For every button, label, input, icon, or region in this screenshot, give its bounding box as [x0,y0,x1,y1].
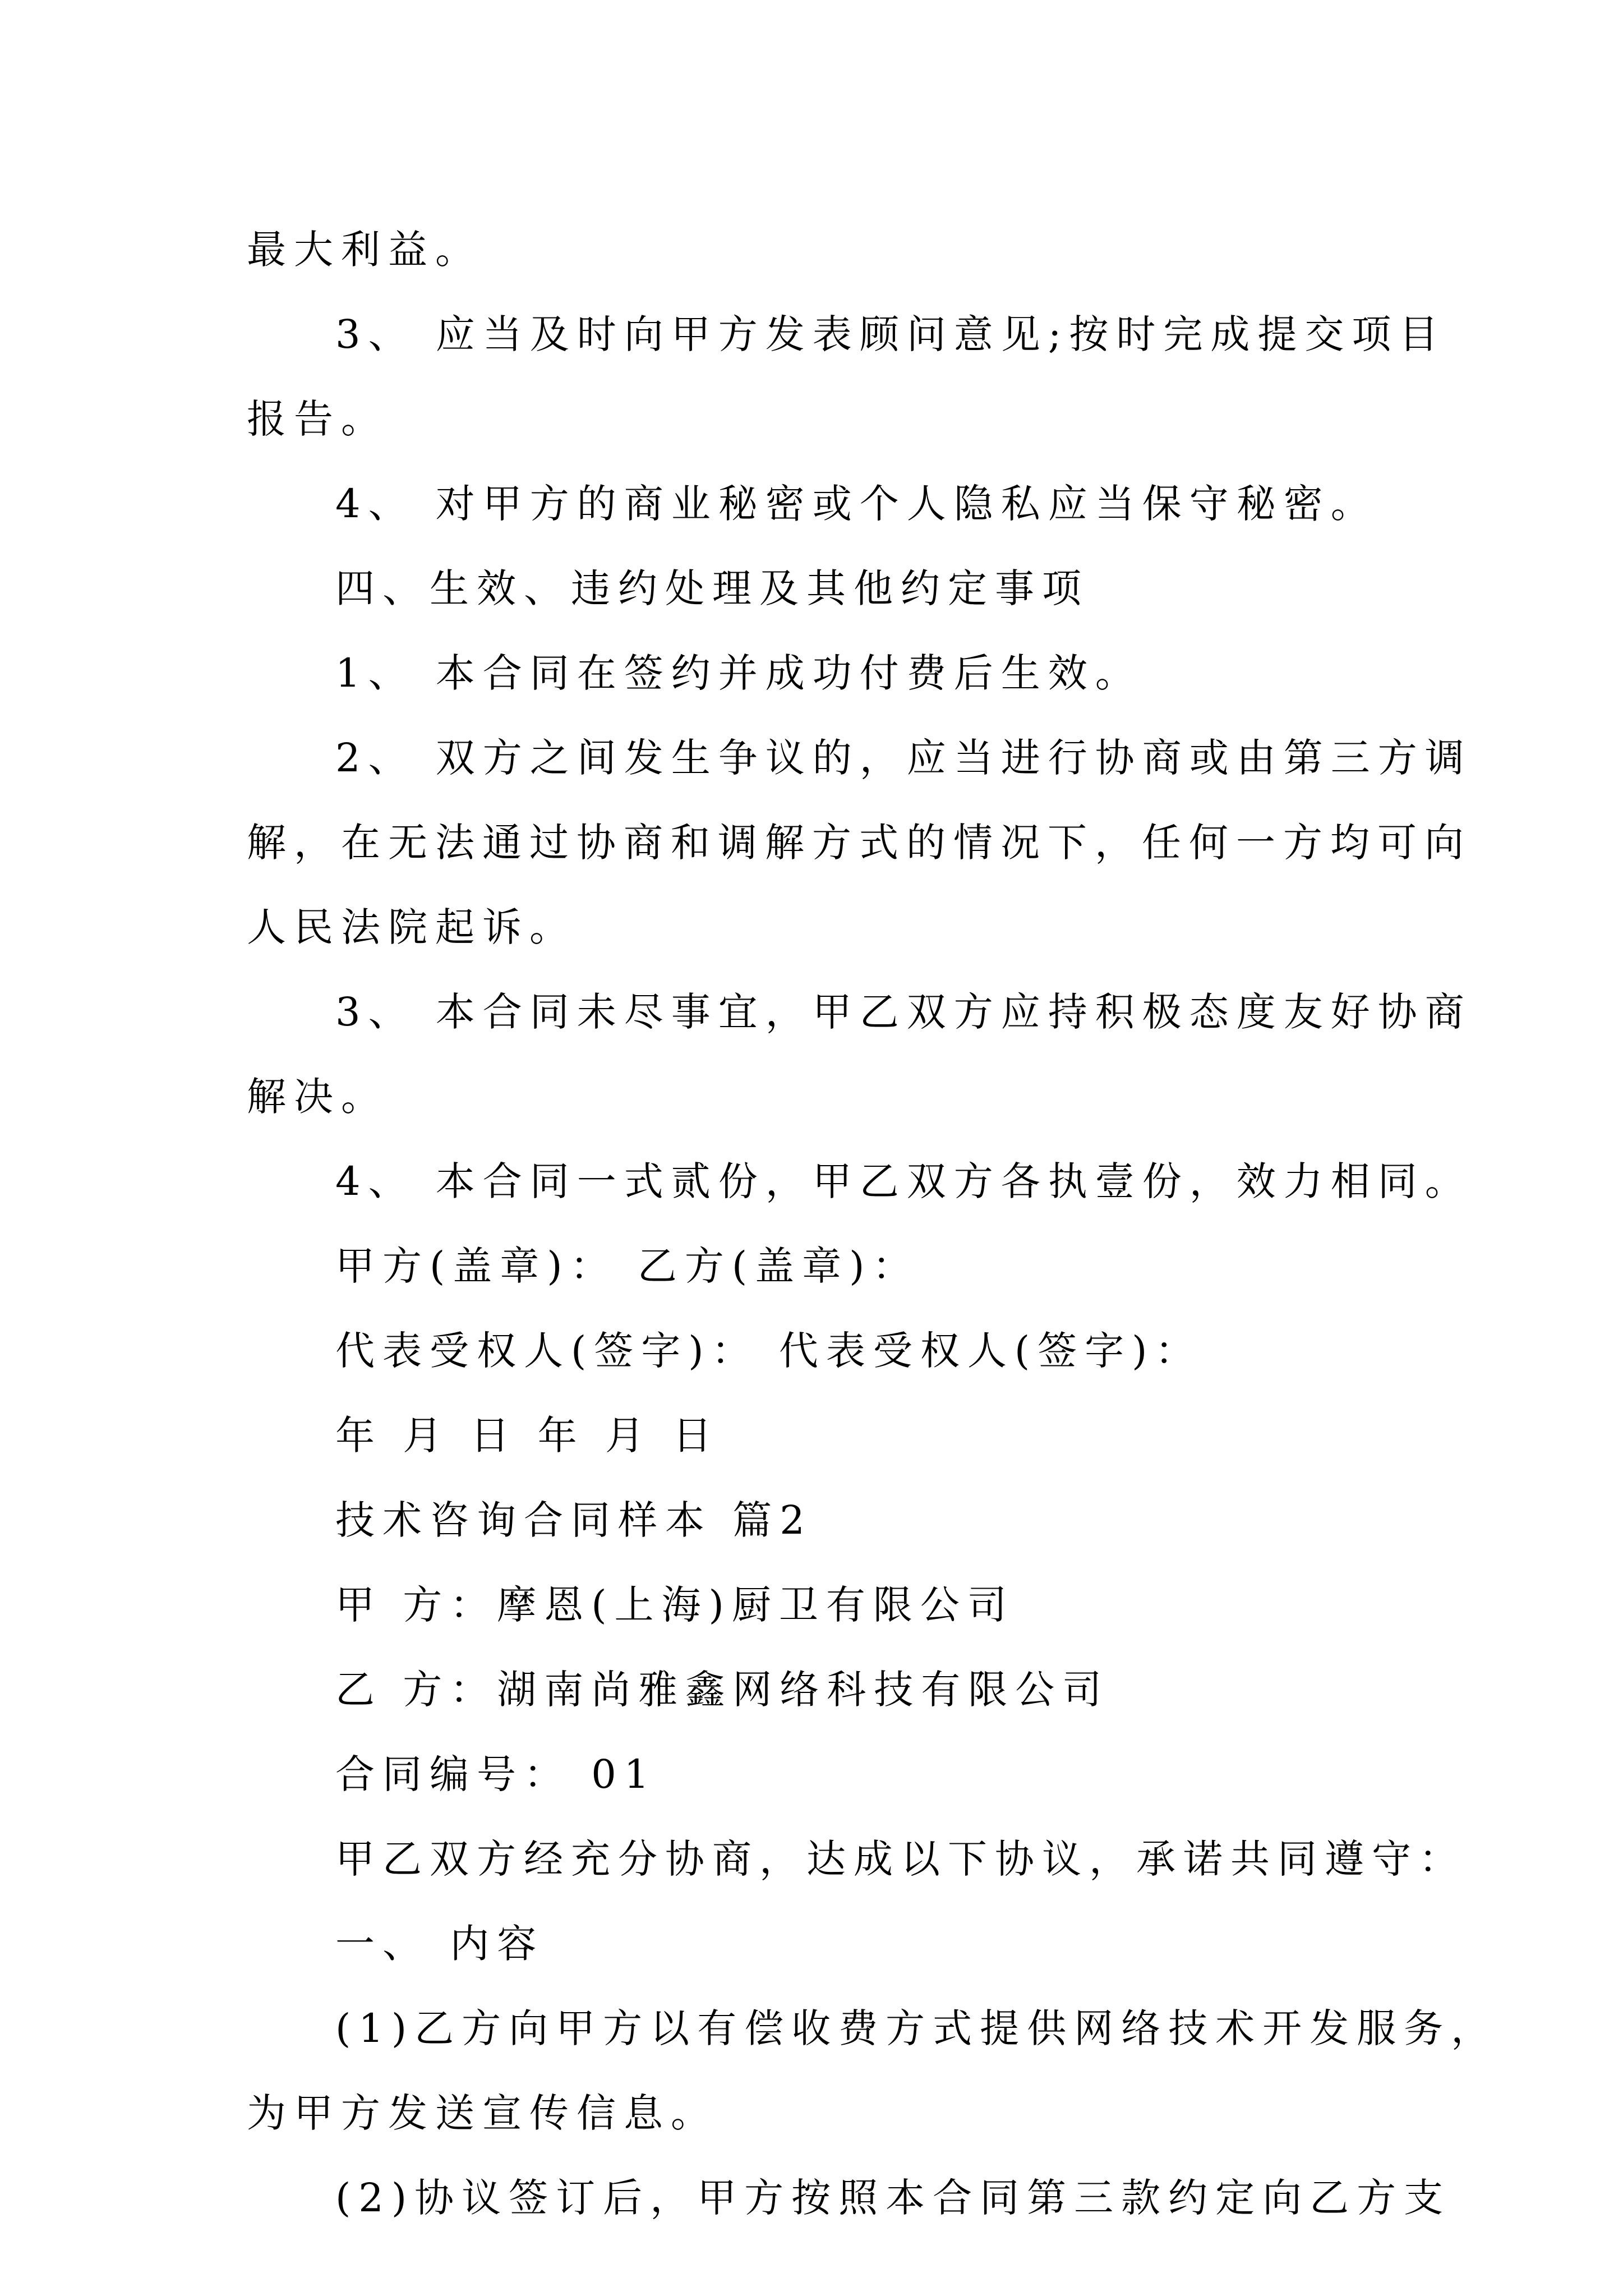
signature-date-line: 年 月 日 年 月 日 [335,1412,720,1458]
text-line: 解决。 [247,1074,388,1120]
text-line: 为甲方发送宣传信息。 [247,2090,718,2136]
text-line: 4、 本合同一式贰份，甲乙双方各执壹份，效力相同。 [335,1158,1472,1204]
text-line: (2)协议签订后，甲方按照本合同第三款约定向乙方支 [335,2175,1451,2221]
text-line: 甲乙双方经充分协商，达成以下协议，承诺共同遵守： [335,1836,1466,1882]
section-heading: 一、 内容 [335,1921,545,1967]
contract-number-line: 合同编号： 01 [335,1751,657,1797]
party-b-line: 乙 方：湖南尚雅鑫网络科技有限公司 [335,1667,1110,1713]
text-line: 3、 应当及时向甲方发表顾问意见;按时完成提交项目 [335,311,1446,357]
text-line: 解，在无法通过协商和调解方式的情况下，任何一方均可向 [247,820,1472,866]
party-a-line: 甲 方：摩恩(上海)厨卫有限公司 [335,1582,1015,1628]
text-line: 2、 双方之间发生争议的，应当进行协商或由第三方调 [335,735,1472,781]
text-line: 最大利益。 [247,227,482,273]
contract-title: 技术咨询合同样本 篇2 [335,1497,813,1543]
text-line: 人民法院起诉。 [247,904,577,950]
text-line: 报告。 [247,396,388,442]
document-body [247,208,1498,2240]
signature-seal-line: 甲方(盖章)： 乙方(盖章)： [335,1243,920,1289]
text-line: 3、 本合同未尽事宜，甲乙双方应持积极态度友好协商 [335,989,1472,1035]
text-line: 1、 本合同在签约并成功付费后生效。 [335,650,1142,696]
section-heading: 四、生效、违约处理及其他约定事项 [335,565,1089,611]
signature-representative-line: 代表受权人(签字)： 代表受权人(签字)： [335,1328,1202,1374]
text-line: 4、 对甲方的商业秘密或个人隐私应当保守秘密。 [335,481,1378,527]
text-line: (1)乙方向甲方以有偿收费方式提供网络技术开发服务， [335,2005,1498,2051]
